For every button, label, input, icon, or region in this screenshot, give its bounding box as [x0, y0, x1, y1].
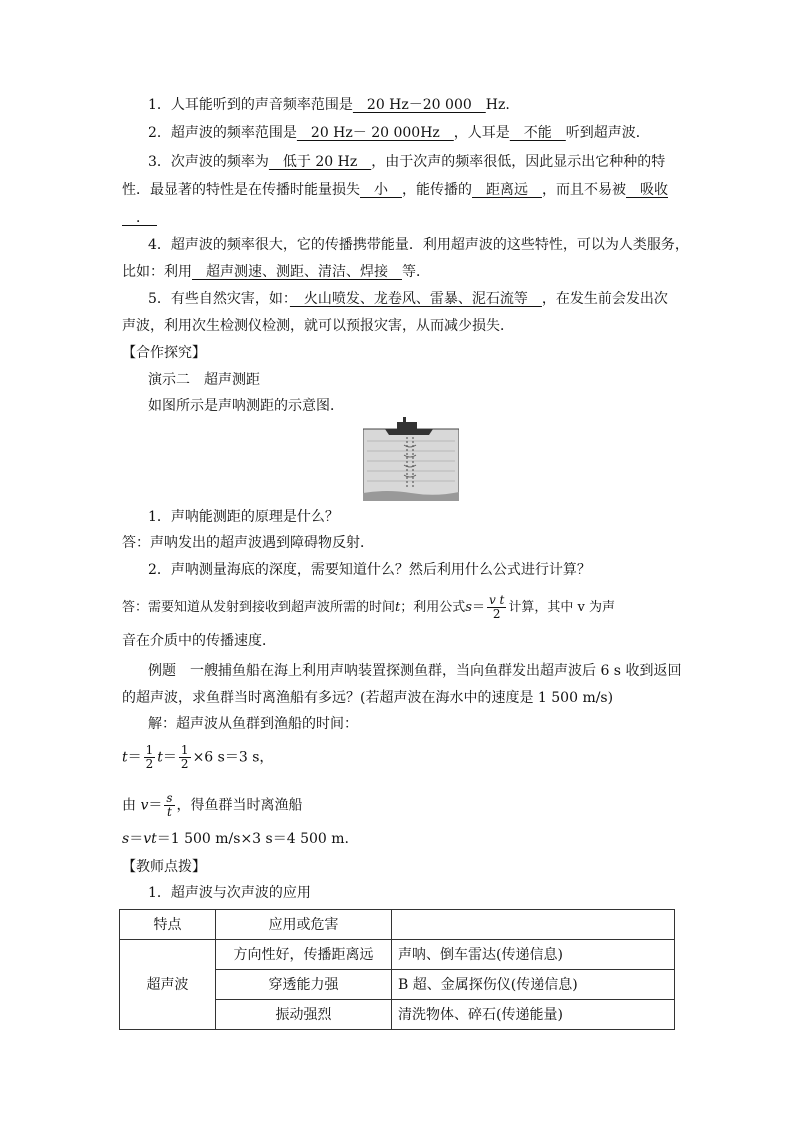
item-5b-text: 声波，利用次生检测仪检测，就可以预报灾害，从而减少损失．: [122, 318, 514, 334]
item-1: [148, 95, 510, 115]
row-application: 声呐、倒车雷达(传递信息): [392, 940, 675, 970]
sol3-suffix: ，得鱼群当时离渔船: [176, 797, 303, 814]
item-5-answer: 火山喷发、龙卷风、雷暴、泥石流等: [289, 291, 542, 307]
item-2-mid: ，人耳是: [453, 125, 510, 141]
item-3b-mid: ，能传播的: [402, 182, 472, 198]
item-3-answer-1: 低于 20 Hz: [268, 154, 372, 170]
item-1-unit: Hz.: [485, 97, 510, 113]
item-4b-post: 等．: [402, 264, 430, 280]
var-s: s: [465, 600, 472, 615]
row-feature: 穿透能力强: [216, 970, 392, 1000]
demo-title: 演示二 超声测距: [148, 372, 260, 388]
answer-2-text: 答：需要知道从发射到接收到超声波所需的时间: [122, 600, 396, 615]
item-4b-text: 比如：利用: [122, 264, 192, 280]
solution-line-3: [122, 792, 303, 819]
sol2-num-2: 1: [180, 743, 189, 757]
item-2-answer-1: 20 Hz－ 20 000Hz: [296, 125, 454, 141]
question-2: 2．声呐测量海底的深度，需要知道什么？然后利用什么公式进行计算？: [148, 562, 591, 578]
item-4-line-1: [148, 235, 689, 255]
sol2-frac-1: [144, 744, 156, 771]
item-4-answer: 超声测速、测距、清洁、焊接: [192, 264, 402, 280]
sol4-eq: ＝: [129, 831, 144, 847]
item-3b-text: 性．最显著的特性是在传播时能量损失: [122, 182, 360, 198]
sol2-result: ×6 s＝3 s，: [192, 749, 274, 766]
figure-caption: 如图所示是声呐测距的示意图．: [148, 398, 344, 414]
sol2-den-2: 2: [180, 757, 189, 771]
sol2-t2: t: [157, 749, 163, 766]
sol3-den: t: [167, 805, 172, 819]
answer-2-mid: ；利用公式: [400, 600, 466, 615]
item-3-answer-4: 吸收: [626, 182, 668, 198]
header-empty: [392, 910, 675, 940]
sol3-eq: ＝: [148, 797, 163, 814]
fraction-denominator: 2: [492, 607, 501, 621]
item-3-text: 3．次声波的频率为: [148, 154, 269, 170]
sol2-den-1: 2: [145, 757, 154, 771]
section-coop-heading: 【合作探究】: [122, 345, 206, 361]
sol2-eq2: ＝: [162, 749, 177, 766]
header-application: 应用或危害: [216, 910, 392, 940]
item-5-text: 5．有些自然灾害，如：: [148, 291, 290, 307]
item-4-text: 4．超声波的频率很大，它的传播携带能量．利用超声波的这些特性，可以为人类服务，: [148, 237, 689, 253]
item-3-line-2: [122, 180, 668, 200]
question-1: 1．声呐能测距的原理是什么？: [148, 509, 339, 525]
sol2-num-1: 1: [145, 743, 154, 757]
row-application: B 超、金属探伤仪(传递信息): [392, 970, 675, 1000]
example-line-1: 例题 一艘捕鱼船在海上利用声呐装置探测鱼群，当向鱼群发出超声波后 6 s 收到返回: [148, 663, 682, 679]
item-5-post: ，在发生前会发出次: [541, 291, 668, 307]
item-3-answer-4-end: ．: [122, 210, 157, 226]
header-feature: 特点: [120, 910, 216, 940]
solution-line-4: [122, 829, 349, 849]
equals: ＝: [471, 600, 485, 615]
answer-2-continued: 音在介质中的传播速度．: [122, 633, 276, 649]
fraction-numerator: v t: [488, 593, 505, 607]
table-row: [120, 940, 675, 970]
sonar-figure: [363, 415, 459, 501]
item-1-answer: 20 Hz－20 000: [352, 97, 486, 113]
item-3-answer-3: 距离远: [472, 182, 542, 198]
sol3-prefix: 由: [122, 797, 141, 814]
sol4-s: s: [122, 831, 130, 847]
solution-line-1: 解：超声波从鱼群到渔船的时间：: [148, 716, 358, 732]
item-3-post: ，由于次声的频率很低，因此显示出它种种的特: [371, 154, 666, 170]
item-3-line-3: [122, 208, 157, 228]
sol4-vt: vt: [143, 831, 157, 847]
table-title: 1．超声波与次声波的应用: [148, 885, 311, 901]
sol2-t: t: [122, 749, 128, 766]
section-teacher-heading: 【教师点拨】: [122, 859, 206, 875]
item-4-line-2: [122, 262, 430, 282]
answer-1: 答：声呐发出的超声波遇到障碍物反射．: [122, 535, 374, 551]
row-application: 清洗物体、碎石(传递能量): [392, 1000, 675, 1030]
item-1-text: 1．人耳能听到的声音频率范围是: [148, 97, 353, 113]
item-5-line-1: [148, 289, 668, 309]
table-header-row: [120, 910, 675, 940]
item-5-line-2: [122, 316, 514, 336]
var-t: t: [395, 600, 401, 615]
item-3-answer-2: 小: [360, 182, 402, 198]
solution-line-2: [122, 744, 273, 771]
answer-2-post: 计算，其中 v 为声: [508, 600, 615, 615]
item-3-line-1: [148, 152, 665, 172]
item-2-post: 听到超声波．: [565, 125, 650, 141]
sol3-v: v: [140, 797, 149, 814]
formula-fraction: [487, 594, 506, 621]
row-feature: 振动强烈: [216, 1000, 392, 1030]
item-3b-mid2: ，而且不易被: [542, 182, 626, 198]
sol3-num: s: [166, 791, 173, 805]
sol2-frac-2: [179, 744, 191, 771]
group-ultrasound: 超声波: [120, 940, 216, 1030]
sol4-result: ＝1 500 m/s×3 s＝4 500 m.: [156, 831, 349, 847]
item-2-answer-2: 不能: [509, 125, 566, 141]
application-table: [119, 909, 675, 1030]
example-line-2: 的超声波，求鱼群当时离渔船有多远？(若超声波在海水中的速度是 1 500 m/s): [122, 690, 614, 706]
sol2-eq1: ＝: [127, 749, 142, 766]
item-2-text: 2．超声波的频率范围是: [148, 125, 297, 141]
item-2: [148, 123, 650, 143]
sol3-frac: [164, 792, 174, 819]
row-feature: 方向性好，传播距离远: [216, 940, 392, 970]
answer-2: [122, 594, 615, 621]
